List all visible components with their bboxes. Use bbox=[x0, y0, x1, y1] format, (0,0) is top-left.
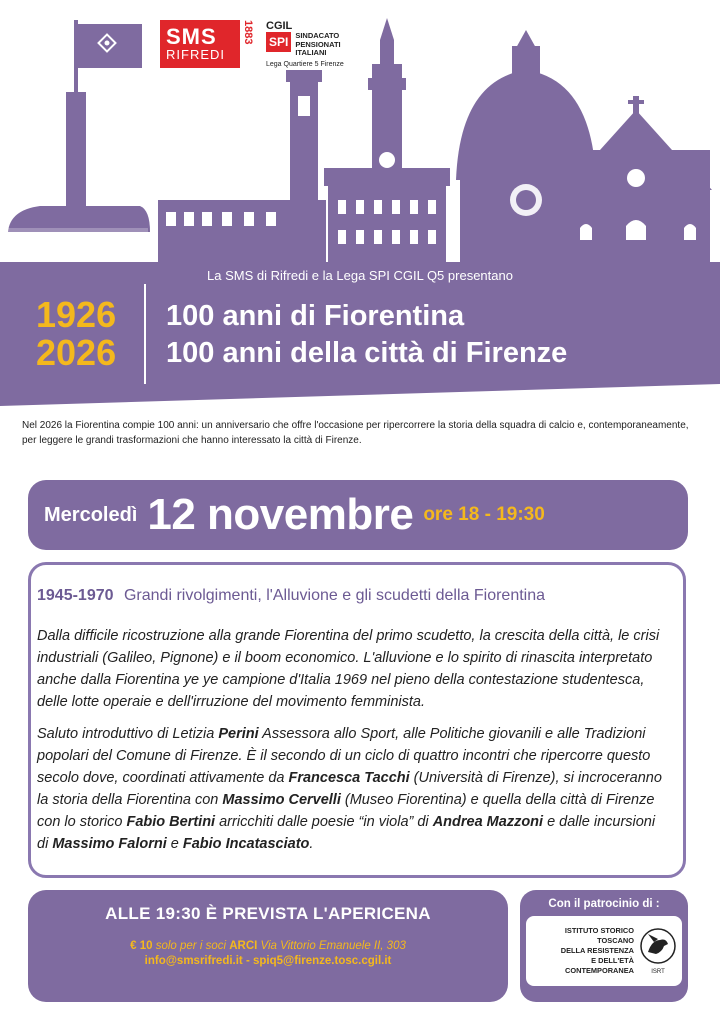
apericena-price-note: solo per i soci bbox=[152, 940, 230, 952]
apericena-price-line bbox=[28, 940, 508, 952]
description-text: (Università di Firenze), si incroceranno la storia della Fiorentina con bbox=[37, 770, 662, 808]
isrt-name bbox=[530, 926, 638, 976]
session-period: 1945-1970 bbox=[37, 587, 114, 604]
year-to: 2026 bbox=[36, 332, 117, 373]
spi-badge: SPI bbox=[266, 32, 291, 52]
description-paragraph-2 bbox=[37, 723, 669, 855]
speaker-name: Fabio Bertini bbox=[126, 814, 216, 830]
description-text: . bbox=[309, 836, 314, 852]
seal-text: ISRT bbox=[651, 969, 665, 975]
sms-logo-subtext: RIFREDI bbox=[166, 47, 225, 62]
apericena-heading: ALLE 19:30 È PREVISTA L'APERICENA bbox=[105, 904, 431, 923]
intro-paragraph: Nel 2026 la Fiorentina compie 100 anni: un anniversario che offre l'occasione per ripercorrere la storia della squadra di calcio e, contemporaneamente, per leggere le grandi trasformazioni che hanno interessato la città di Firenze. bbox=[22, 420, 689, 446]
pegasus-icon bbox=[638, 926, 678, 976]
description-text: e dalle incursioni di bbox=[37, 814, 656, 852]
event-date-bar bbox=[28, 480, 688, 550]
event-day: Mercoledì bbox=[44, 503, 138, 526]
sms-logo-text: SMS bbox=[166, 24, 217, 49]
title-line-1: 100 anni di Fiorentina bbox=[166, 300, 465, 332]
description-paragraph-1: Dalla difficile ricostruzione alla grande Fiorentina del primo scudetto, la crescita della città, le crisi industriali (Galileo, Pignone) e il boom economico. L'alluvione e lo spirito di rinascita interpretato anche dalla Fiorentina ye ye campione d'Italia 1969 nel pieno della contestazione studentesca, delle lotte operaie e dell'irruzione del movimento femminista. bbox=[37, 628, 660, 710]
main-title bbox=[166, 298, 567, 372]
apericena-price: € 10 bbox=[130, 940, 153, 952]
speaker-name: Massimo Falorni bbox=[52, 836, 167, 852]
isrt-logo bbox=[526, 916, 682, 986]
speaker-name: Francesca Tacchi bbox=[288, 770, 410, 786]
venue-address: Via Vittorio Emanuele II, 303 bbox=[257, 940, 406, 952]
year-from: 1926 bbox=[36, 294, 117, 335]
title-line-2: 100 anni della città di Firenze bbox=[166, 337, 568, 369]
description-text: Assessora allo Sport, alle Politiche giovanili e alle Tradizioni popolari del Comune di Firenze. È il secondo di un ciclo di quattro incontri che ripercorre questo secolo dove, coordinati attivamente da bbox=[37, 726, 651, 786]
lega-text: Lega Quartiere 5 Firenze bbox=[266, 60, 344, 68]
cgil-text: CGIL bbox=[266, 20, 293, 32]
speaker-name: Fabio Incatasciato bbox=[182, 836, 310, 852]
event-description-box bbox=[28, 562, 686, 878]
spi-side-line: PENSIONATI bbox=[295, 39, 341, 49]
arci-label: ARCI bbox=[229, 940, 258, 952]
cgil-spi-logo bbox=[266, 20, 344, 68]
anniversary-years bbox=[36, 296, 116, 372]
event-date: 12 novembre bbox=[147, 490, 414, 539]
isrt-name-line: ISTITUTO STORICO TOSCANO bbox=[564, 926, 634, 945]
apericena-box bbox=[28, 890, 508, 1002]
description-text: e bbox=[166, 836, 183, 852]
speaker-name: Andrea Mazzoni bbox=[432, 814, 544, 830]
isrt-name-line: DELLA RESISTENZA bbox=[560, 946, 634, 955]
contact-emails[interactable]: info@smsrifredi.it - spiq5@firenze.tosc.cgil.it bbox=[144, 955, 392, 967]
sms-logo-year: 1883 bbox=[242, 20, 254, 45]
event-time: ore 18 - 19:30 bbox=[423, 504, 545, 525]
partner-logos bbox=[160, 20, 344, 68]
speaker-name: Massimo Cervelli bbox=[222, 792, 341, 808]
patronage-box bbox=[520, 890, 688, 1002]
spi-side-text bbox=[295, 32, 340, 58]
isrt-name-line: E DELL'ETÀ CONTEMPORANEA bbox=[565, 956, 634, 975]
spi-side-line: SINDACATO bbox=[295, 31, 340, 40]
divider bbox=[144, 284, 146, 384]
session-subtitle bbox=[37, 587, 669, 605]
sms-rifredi-logo bbox=[160, 20, 254, 68]
presenters-line: La SMS di Rifredi e la Lega SPI CGIL Q5 presentano bbox=[207, 268, 513, 283]
spi-side-line: ITALIANI bbox=[295, 48, 327, 57]
description-text: Saluto introduttivo di Letizia bbox=[37, 726, 219, 742]
speaker-name: Perini bbox=[218, 726, 259, 742]
description-text: arricchiti dalle poesie “in viola” di bbox=[215, 814, 433, 830]
patronage-heading: Con il patrocinio di : bbox=[548, 898, 660, 910]
description-text: (Museo Fiorentina) e quella della città di Firenze con lo storico bbox=[37, 792, 655, 830]
session-title: Grandi rivolgimenti, l'Alluvione e gli scudetti della Fiorentina bbox=[123, 587, 546, 604]
